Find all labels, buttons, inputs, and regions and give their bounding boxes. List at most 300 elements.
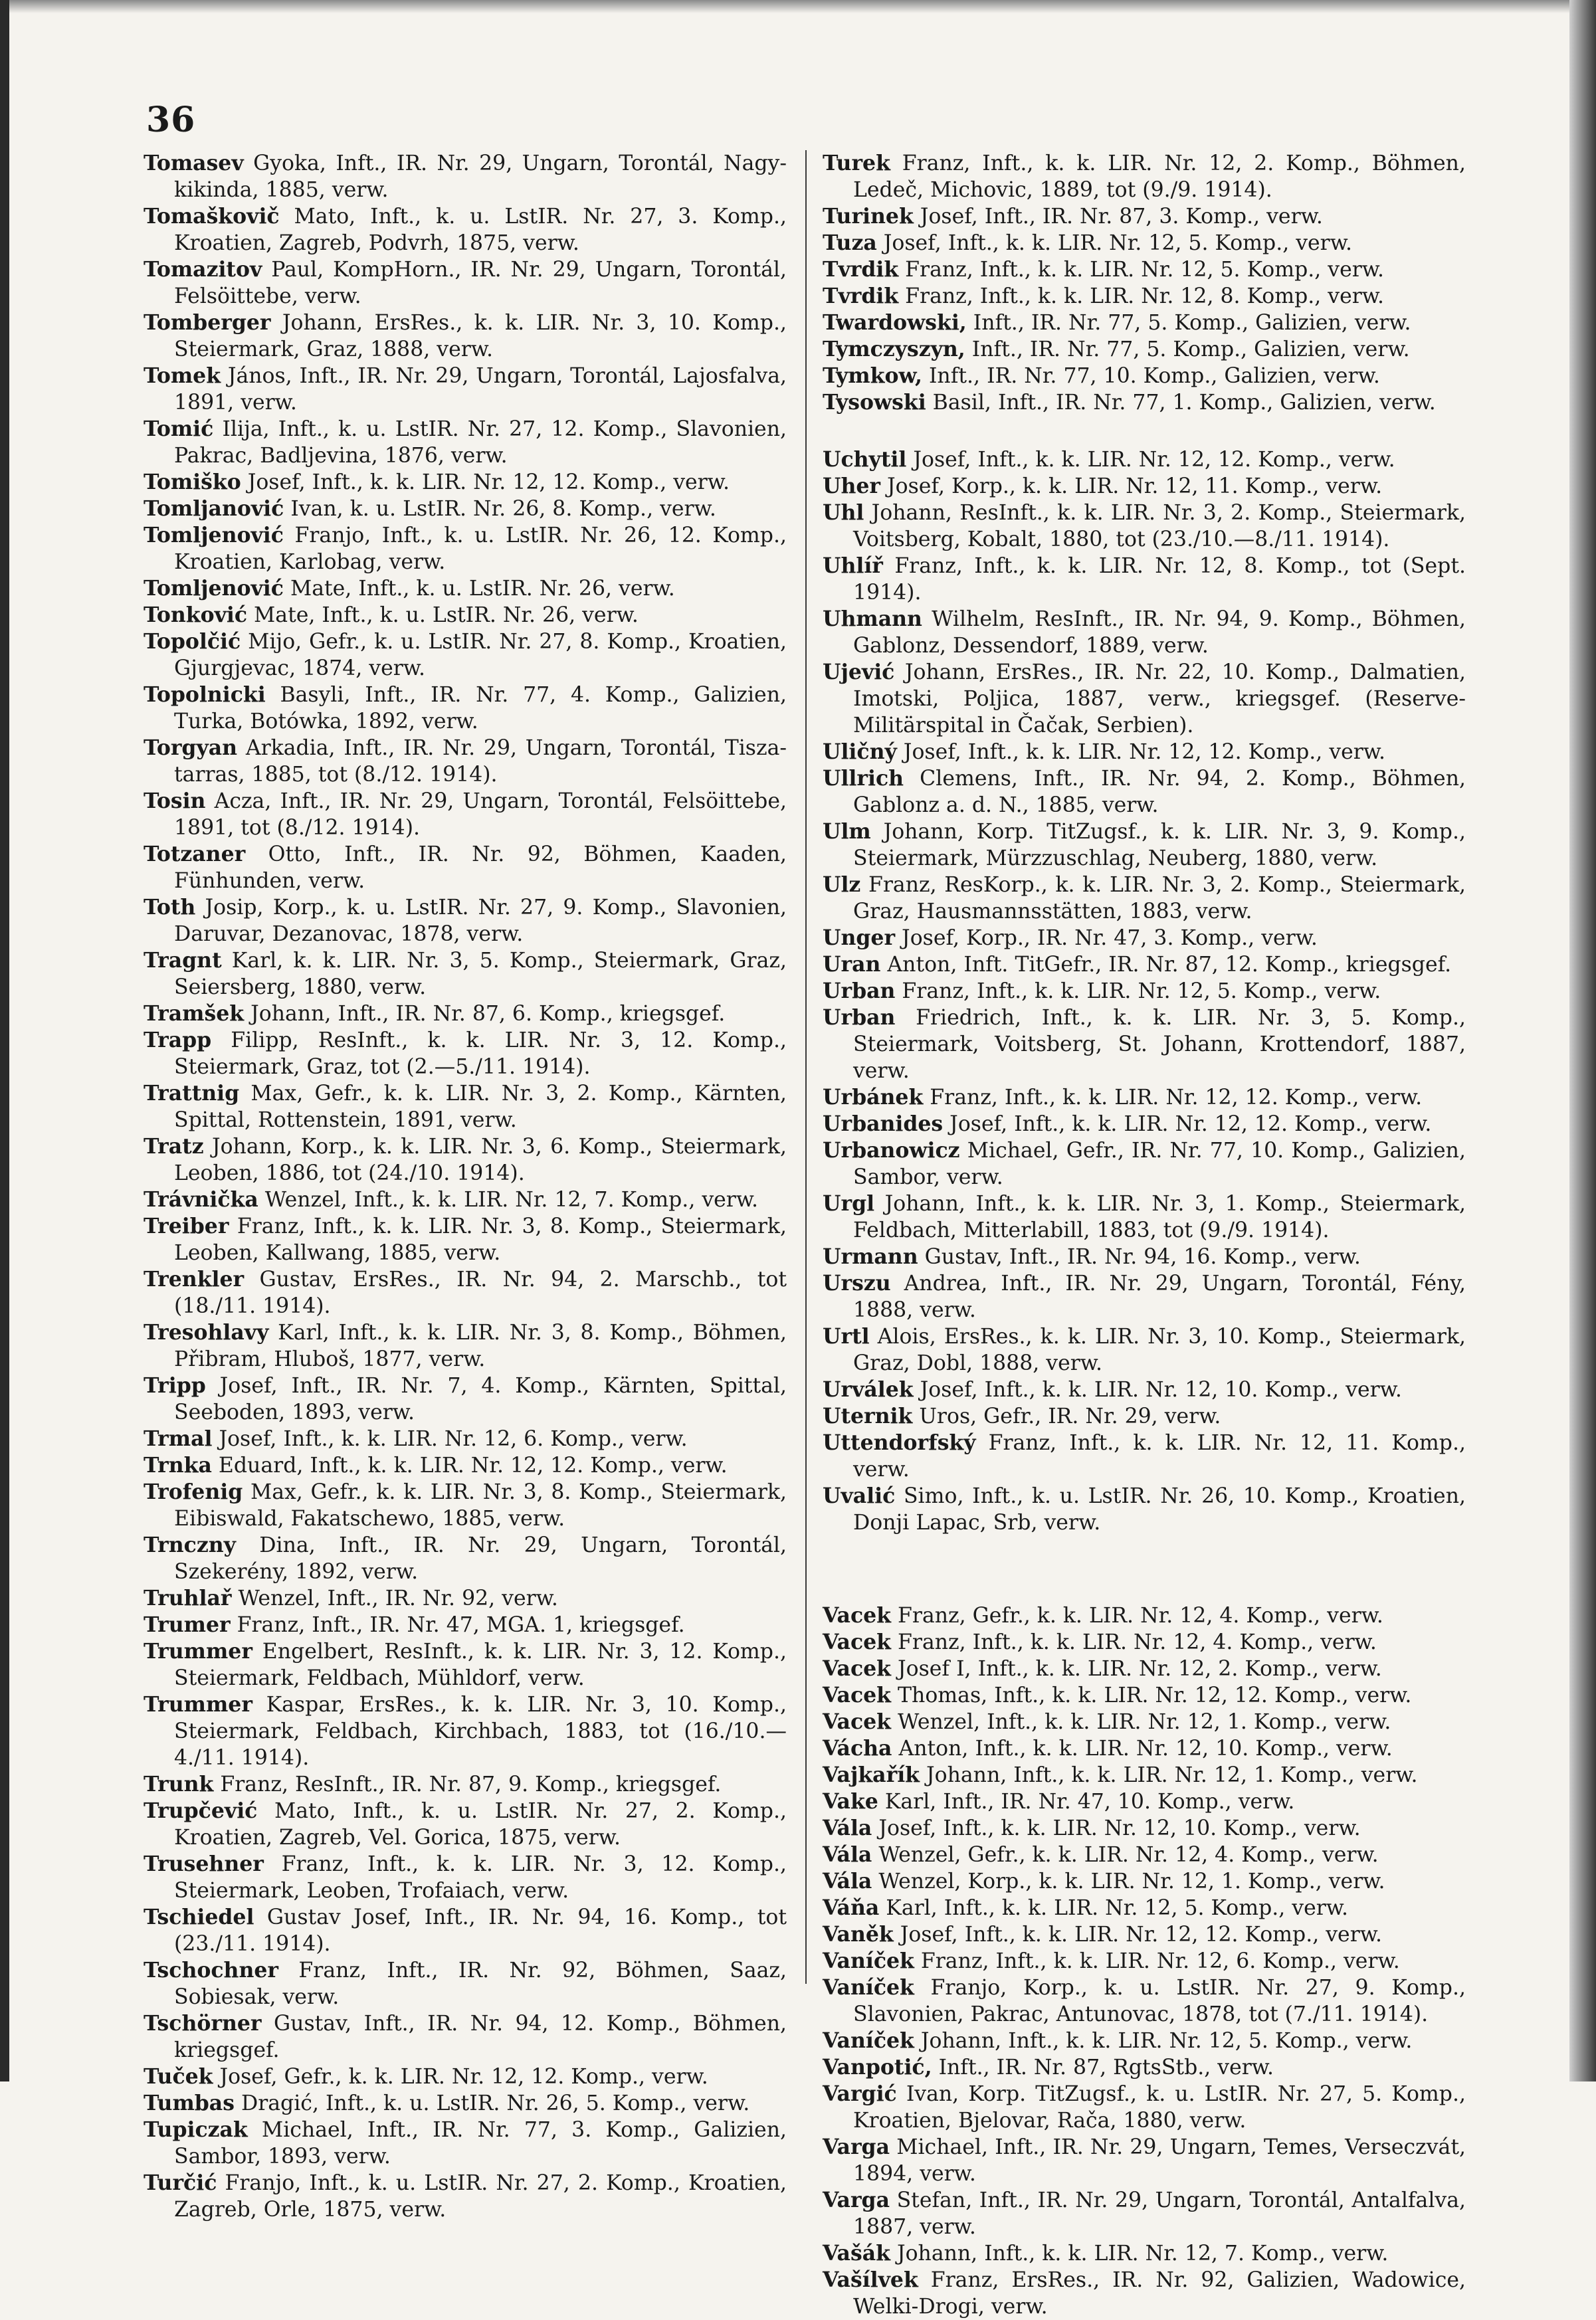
entry-surname: Ulm bbox=[823, 819, 871, 844]
entry-surname: Unger bbox=[823, 925, 896, 950]
entry-details: Franjo, Inft., k. u. LstIR. Nr. 26, 12. Komp., Kroatien, Karlobag, verw. bbox=[174, 524, 787, 574]
list-entry bbox=[144, 1080, 787, 1133]
entry-surname: Tramšek bbox=[144, 1001, 245, 1026]
entry-details: Franz, Inft., k. k. LIR. Nr. 3, 12. Komp., Steiermark, Leoben, Trofaiach, verw. bbox=[174, 1852, 787, 1903]
list-entry bbox=[144, 150, 787, 203]
list-entry bbox=[823, 446, 1466, 473]
list-entry bbox=[823, 2267, 1466, 2320]
list-entry bbox=[144, 602, 787, 628]
entry-surname: Uternik bbox=[823, 1404, 913, 1428]
entry-details: Karl, k. k. LIR. Nr. 3, 5. Komp., Steiermark, Graz, Seiersberg, 1880, verw. bbox=[174, 949, 787, 999]
list-entry bbox=[144, 496, 787, 522]
entry-surname: Uhlíř bbox=[823, 553, 883, 578]
entry-surname: Varga bbox=[823, 2135, 890, 2159]
entry-details: Inft., IR. Nr. 87, RgtsStb., verw. bbox=[932, 2056, 1274, 2079]
entry-details: János, Inft., IR. Nr. 29, Ungarn, Torontál, Lajosfalva, 1891, verw. bbox=[174, 364, 787, 415]
entry-details: Josef, Inft., k. k. LIR. Nr. 12, 12. Komp., verw. bbox=[893, 1923, 1382, 1947]
entry-details: Wenzel, Gefr., k. k. LIR. Nr. 12, 4. Komp., verw. bbox=[872, 1843, 1379, 1867]
entry-details: Franz, Inft., k. k. LIR. Nr. 12, 8. Komp., verw. bbox=[898, 284, 1385, 308]
list-entry bbox=[823, 2240, 1466, 2267]
entry-surname: Tresohlavy bbox=[144, 1320, 269, 1345]
list-entry bbox=[144, 1373, 787, 1426]
entry-surname: Tymkow, bbox=[823, 363, 922, 388]
entry-surname: Uvalić bbox=[823, 1484, 896, 1508]
entry-details: Mato, Inft., k. u. LstIR. Nr. 27, 2. Komp., Kroatien, Zagreb, Vel. Gorica, 1875, verw. bbox=[174, 1799, 787, 1850]
entry-details: Inft., IR. Nr. 77, 10. Komp., Galizien, verw. bbox=[922, 364, 1380, 388]
list-entry bbox=[823, 925, 1466, 951]
list-entry bbox=[823, 230, 1466, 256]
entry-surname: Topolčić bbox=[144, 629, 241, 654]
entry-details: Johann, ErsRes., k. k. LIR. Nr. 3, 10. Komp., Steiermark, Graz, 1888, verw. bbox=[174, 311, 787, 361]
entry-surname: Tomić bbox=[144, 417, 214, 441]
entry-surname: Turčić bbox=[144, 2171, 217, 2195]
entry-details: Franz, Inft., k. k. LIR. Nr. 12, 8. Komp., tot (Sept. 1914). bbox=[853, 554, 1466, 605]
list-entry bbox=[823, 310, 1466, 336]
entry-surname: Ulz bbox=[823, 872, 861, 897]
entry-surname: Tonković bbox=[144, 603, 248, 627]
entry-surname: Trunk bbox=[144, 1772, 214, 1796]
section-t bbox=[823, 150, 1466, 416]
list-entry bbox=[144, 1027, 787, 1080]
entry-surname: Urbanowicz bbox=[823, 1138, 960, 1163]
entry-details: Gyoka, Inft., IR. Nr. 29, Ungarn, Torontál, Nagy-kikinda, 1885, verw. bbox=[174, 151, 787, 202]
entry-details: Wenzel, Korp., k. k. LIR. Nr. 12, 1. Komp., verw. bbox=[872, 1870, 1385, 1893]
entry-details: Franz, Inft., IR. Nr. 92, Böhmen, Saaz, Sobiesak, verw. bbox=[174, 1959, 787, 2009]
list-entry bbox=[823, 553, 1466, 606]
entry-surname: Tschörner bbox=[144, 2011, 262, 2036]
entry-surname: Ujević bbox=[823, 660, 895, 684]
entry-surname: Vacek bbox=[823, 1630, 892, 1654]
list-entry bbox=[823, 283, 1466, 310]
list-entry bbox=[823, 1656, 1466, 1682]
entry-details: Wenzel, Inft., IR. Nr. 92, verw. bbox=[231, 1587, 558, 1610]
entry-surname: Treiber bbox=[144, 1214, 229, 1238]
entry-surname: Twardowski, bbox=[823, 310, 967, 335]
entry-surname: Trmal bbox=[144, 1426, 213, 1451]
entry-surname: Topolnicki bbox=[144, 682, 266, 707]
list-entry bbox=[144, 416, 787, 469]
entry-details: Karl, Inft., k. k. LIR. Nr. 3, 8. Komp., Böhmen, Přibram, Hluboš, 1877, verw. bbox=[174, 1321, 787, 1371]
entry-details: Josef, Inft., k. k. LIR. Nr. 12, 6. Komp., verw. bbox=[212, 1427, 688, 1451]
entry-surname: Trumer bbox=[144, 1612, 231, 1637]
entry-surname: Urbanides bbox=[823, 1112, 944, 1136]
entry-details: Johann, ResInft., k. k. LIR. Nr. 3, 2. Komp., Steiermark, Voitsberg, Kobalt, 1880, tot (23./10.—8./11. 1914). bbox=[853, 501, 1466, 551]
list-entry bbox=[823, 1191, 1466, 1244]
list-entry bbox=[823, 765, 1466, 819]
entry-details: Johann, Korp., k. k. LIR. Nr. 3, 6. Komp., Steiermark, Leoben, 1886, tot (24./10. 1914). bbox=[174, 1135, 787, 1185]
entry-surname: Trupčević bbox=[144, 1798, 258, 1823]
entry-surname: Tvrdik bbox=[823, 284, 899, 308]
list-entry bbox=[823, 606, 1466, 659]
entry-details: Mate, Inft., k. u. LstIR. Nr. 26, verw. bbox=[247, 603, 639, 627]
list-entry bbox=[823, 1921, 1466, 1948]
entry-surname: Tschochner bbox=[144, 1958, 278, 1982]
entry-details: Stefan, Inft., IR. Nr. 29, Ungarn, Torontál, Antalfalva, 1887, verw. bbox=[853, 2188, 1466, 2239]
list-entry bbox=[144, 2064, 787, 2090]
entry-details: Acza, Inft., IR. Nr. 29, Ungarn, Torontál, Felsöittebe, 1891, tot (8./12. 1914). bbox=[174, 789, 787, 840]
entry-surname: Vála bbox=[823, 1869, 872, 1893]
entry-details: Gustav, Inft., IR. Nr. 94, 12. Komp., Böhmen, kriegsgef. bbox=[174, 2012, 787, 2062]
list-entry bbox=[823, 1948, 1466, 1975]
list-entry bbox=[144, 363, 787, 416]
entry-surname: Tomberger bbox=[144, 310, 271, 335]
list-entry bbox=[823, 1735, 1466, 1762]
list-entry bbox=[823, 1682, 1466, 1709]
entry-surname: Tomiško bbox=[144, 470, 241, 494]
entry-surname: Uchytil bbox=[823, 447, 907, 472]
entry-surname: Tomazitov bbox=[144, 257, 262, 282]
entry-surname: Vajkařík bbox=[823, 1763, 920, 1787]
list-entry bbox=[144, 1771, 787, 1798]
entry-details: Josef, Inft., k. k. LIR. Nr. 12, 12. Komp., verw. bbox=[896, 740, 1386, 764]
entry-surname: Uličný bbox=[823, 739, 897, 764]
entry-surname: Truhlař bbox=[144, 1586, 232, 1610]
list-entry bbox=[823, 1762, 1466, 1788]
entry-surname: Urbánek bbox=[823, 1085, 924, 1110]
entry-surname: Tymczyszyn, bbox=[823, 337, 965, 361]
section-gap bbox=[823, 1536, 1466, 1602]
entry-details: Alois, ErsRes., k. k. LIR. Nr. 3, 10. Komp., Steiermark, Graz, Dobl, 1888, verw. bbox=[853, 1325, 1466, 1375]
entry-details: Franz, ResKorp., k. k. LIR. Nr. 3, 2. Komp., Steiermark, Graz, Hausmannsstätten, 1883, verw. bbox=[853, 873, 1466, 923]
entry-details: Paul, KompHorn., IR. Nr. 29, Ungarn, Torontál, Felsöittebe, verw. bbox=[174, 258, 787, 308]
column-divider bbox=[805, 150, 807, 1984]
entry-surname: Vašák bbox=[823, 2241, 890, 2266]
entry-surname: Vaníček bbox=[823, 2028, 914, 2053]
list-entry bbox=[823, 1244, 1466, 1270]
entry-details: Franz, Inft., k. k. LIR. Nr. 12, 6. Komp., verw. bbox=[914, 1949, 1400, 1973]
list-entry bbox=[144, 894, 787, 947]
entry-details: Josef, Korp., k. k. LIR. Nr. 12, 11. Komp., verw. bbox=[880, 474, 1383, 498]
entry-surname: Uttendorfský bbox=[823, 1430, 976, 1455]
list-entry bbox=[144, 1957, 787, 2010]
list-entry bbox=[144, 1612, 787, 1638]
entry-surname: Trenkler bbox=[144, 1267, 245, 1292]
entry-surname: Trofenig bbox=[144, 1480, 243, 1504]
entry-surname: Vála bbox=[823, 1842, 872, 1867]
list-entry bbox=[823, 1895, 1466, 1921]
section-gap bbox=[823, 416, 1466, 446]
entry-details: Simo, Inft., k. u. LstIR. Nr. 26, 10. Komp., Kroatien, Donji Lapac, Srb, verw. bbox=[853, 1484, 1466, 1535]
entry-details: Dragić, Inft., k. u. LstIR. Nr. 26, 5. Komp., verw. bbox=[234, 2091, 750, 2115]
entry-surname: Urválek bbox=[823, 1377, 914, 1402]
list-entry bbox=[823, 819, 1466, 872]
entry-surname: Turek bbox=[823, 151, 890, 175]
entry-details: Uros, Gefr., IR. Nr. 29, verw. bbox=[912, 1404, 1221, 1428]
list-entry bbox=[823, 1788, 1466, 1815]
entry-surname: Vála bbox=[823, 1816, 872, 1840]
list-entry bbox=[823, 978, 1466, 1005]
entry-surname: Vaníček bbox=[823, 1975, 914, 2000]
entry-surname: Tvrdik bbox=[823, 257, 899, 282]
entry-details: Michael, Gefr., IR. Nr. 77, 10. Komp., Galizien, Sambor, verw. bbox=[853, 1139, 1466, 1189]
list-entry bbox=[823, 1084, 1466, 1111]
right-column bbox=[823, 150, 1466, 2320]
entry-details: Mate, Inft., k. u. LstIR. Nr. 26, verw. bbox=[283, 577, 675, 601]
list-entry bbox=[823, 659, 1466, 739]
entry-surname: Tomljanović bbox=[144, 496, 284, 521]
entry-surname: Tratz bbox=[144, 1134, 204, 1159]
entry-details: Ilija, Inft., k. u. LstIR. Nr. 27, 12. Komp., Slavonien, Pakrac, Badljevina, 1876, verw. bbox=[174, 417, 787, 468]
list-entry bbox=[823, 872, 1466, 925]
entry-details: Johann, Inft., k. k. LIR. Nr. 12, 1. Komp., verw. bbox=[919, 1763, 1418, 1787]
entry-surname: Uhl bbox=[823, 500, 864, 525]
entry-surname: Tschiedel bbox=[144, 1905, 254, 1929]
entry-surname: Trnczny bbox=[144, 1533, 236, 1557]
entry-details: Gustav Josef, Inft., IR. Nr. 94, 16. Komp., tot (23./11. 1914). bbox=[174, 1905, 787, 1956]
entry-details: Franz, Inft., k. k. LIR. Nr. 12, 5. Komp., verw. bbox=[898, 258, 1385, 282]
list-entry bbox=[144, 1638, 787, 1692]
entry-surname: Tuček bbox=[144, 2064, 213, 2089]
entry-surname: Tragnt bbox=[144, 948, 222, 973]
list-entry bbox=[144, 1001, 787, 1027]
list-entry bbox=[144, 310, 787, 363]
entry-details: Clemens, Inft., IR. Nr. 94, 2. Komp., Böhmen, Gablonz a. d. N., 1885, verw. bbox=[853, 767, 1466, 817]
list-entry bbox=[823, 1137, 1466, 1191]
entry-surname: Tosin bbox=[144, 789, 206, 813]
list-entry bbox=[144, 1532, 787, 1585]
list-entry bbox=[823, 1430, 1466, 1483]
list-entry bbox=[144, 203, 787, 256]
list-entry bbox=[823, 1868, 1466, 1895]
entry-details: Franz, ResInft., IR. Nr. 87, 9. Komp., kriegsgef. bbox=[213, 1773, 722, 1796]
list-entry bbox=[823, 1975, 1466, 2028]
list-entry bbox=[823, 2081, 1466, 2134]
entry-details: Josef I, Inft., k. k. LIR. Nr. 12, 2. Komp., verw. bbox=[891, 1657, 1382, 1681]
entry-details: Franz, Inft., k. k. LIR. Nr. 3, 8. Komp., Steiermark, Leoben, Kallwang, 1885, verw. bbox=[174, 1214, 787, 1265]
entry-details: Kaspar, ErsRes., k. k. LIR. Nr. 3, 10. Komp., Steiermark, Feldbach, Kirchbach, 1883, tot (16./10.—4./11. 1914). bbox=[174, 1693, 787, 1770]
entry-details: Wenzel, Inft., k. k. LIR. Nr. 12, 7. Komp., verw. bbox=[258, 1188, 759, 1212]
list-entry bbox=[823, 150, 1466, 203]
list-entry bbox=[144, 522, 787, 575]
entry-details: Mijo, Gefr., k. u. LstIR. Nr. 27, 8. Komp., Kroatien, Gjurgjevac, 1874, verw. bbox=[174, 630, 787, 680]
entry-details: Franjo, Inft., k. u. LstIR. Nr. 27, 2. Komp., Kroatien, Zagreb, Orle, 1875, verw. bbox=[174, 2171, 787, 2222]
list-entry bbox=[823, 2054, 1466, 2081]
entry-details: Josef, Korp., IR. Nr. 47, 3. Komp., verw. bbox=[895, 926, 1318, 950]
list-entry bbox=[144, 735, 787, 788]
list-entry bbox=[144, 2117, 787, 2170]
list-entry bbox=[144, 575, 787, 602]
list-entry bbox=[144, 1585, 787, 1612]
section-u bbox=[823, 446, 1466, 1536]
list-entry bbox=[823, 1323, 1466, 1377]
entry-surname: Vácha bbox=[823, 1736, 892, 1761]
list-entry bbox=[823, 1403, 1466, 1430]
left-column bbox=[144, 150, 787, 2223]
entry-details: Inft., IR. Nr. 77, 5. Komp., Galizien, verw. bbox=[965, 338, 1410, 361]
list-entry bbox=[823, 1377, 1466, 1403]
list-entry bbox=[144, 2010, 787, 2064]
entry-surname: Tomek bbox=[144, 363, 221, 388]
list-entry bbox=[823, 1270, 1466, 1323]
entry-details: Josef, Inft., k. k. LIR. Nr. 12, 10. Komp., verw. bbox=[913, 1378, 1402, 1402]
list-entry bbox=[144, 256, 787, 310]
entry-surname: Urtl bbox=[823, 1324, 870, 1349]
entry-details: Johann, Inft., IR. Nr. 87, 6. Komp., kriegsgef. bbox=[244, 1002, 726, 1026]
list-entry bbox=[823, 389, 1466, 416]
entry-details: Josip, Korp., k. u. LstIR. Nr. 27, 9. Komp., Slavonien, Daruvar, Dezanovac, 1878, verw. bbox=[174, 896, 787, 946]
entry-details: Johann, Inft., k. k. LIR. Nr. 3, 1. Komp., Steiermark, Feldbach, Mitterlabill, 1883, tot (9./9. 1914). bbox=[853, 1192, 1466, 1242]
entry-details: Johann, Inft., k. k. LIR. Nr. 12, 5. Komp., verw. bbox=[914, 2029, 1413, 2053]
list-entry bbox=[823, 951, 1466, 978]
scan-edge-left bbox=[0, 0, 9, 2081]
entry-surname: Varga bbox=[823, 2188, 890, 2212]
entry-surname: Trummer bbox=[144, 1692, 252, 1717]
entry-surname: Trusehner bbox=[144, 1852, 264, 1876]
entry-surname: Vargić bbox=[823, 2081, 897, 2106]
list-entry bbox=[823, 1842, 1466, 1868]
entry-details: Otto, Inft., IR. Nr. 92, Böhmen, Kaaden, Fünhunden, verw. bbox=[174, 842, 787, 893]
entry-details: Josef, Inft., IR. Nr. 87, 3. Komp., verw. bbox=[913, 205, 1323, 229]
entry-surname: Vacek bbox=[823, 1656, 892, 1681]
entry-details: Basyli, Inft., IR. Nr. 77, 4. Komp., Galizien, Turka, Botówka, 1892, verw. bbox=[174, 683, 787, 733]
list-entry bbox=[823, 1629, 1466, 1656]
entry-surname: Trattnig bbox=[144, 1081, 240, 1106]
list-entry bbox=[144, 1319, 787, 1373]
list-entry bbox=[144, 1798, 787, 1851]
list-entry bbox=[823, 1483, 1466, 1536]
entry-details: Michael, Inft., IR. Nr. 77, 3. Komp., Galizien, Sambor, 1893, verw. bbox=[174, 2118, 787, 2169]
entry-surname: Vacek bbox=[823, 1603, 892, 1628]
entry-details: Franz, Inft., k. k. LIR. Nr. 12, 2. Komp., Böhmen, Ledeč, Michovic, 1889, tot (9./9. 1914). bbox=[853, 151, 1466, 202]
entry-surname: Tomljenović bbox=[144, 523, 284, 547]
entry-details: Michael, Inft., IR. Nr. 29, Ungarn, Temes, Verseczvát, 1894, verw. bbox=[853, 2135, 1466, 2186]
list-entry bbox=[823, 336, 1466, 363]
entry-details: Friedrich, Inft., k. k. LIR. Nr. 3, 5. Komp., Steiermark, Voitsberg, St. Johann, Krottendorf, 1887, verw. bbox=[853, 1006, 1466, 1083]
entry-surname: Tomaškovič bbox=[144, 204, 280, 229]
entry-surname: Vašílvek bbox=[823, 2268, 918, 2292]
entry-details: Mato, Inft., k. u. LstIR. Nr. 27, 3. Komp., Kroatien, Zagreb, Podvrh, 1875, verw. bbox=[174, 205, 787, 255]
entry-surname: Tysowski bbox=[823, 390, 926, 415]
list-entry bbox=[144, 947, 787, 1001]
entry-details: Basil, Inft., IR. Nr. 77, 1. Komp., Galizien, verw. bbox=[926, 391, 1436, 415]
scan-edge-top bbox=[0, 0, 1596, 13]
list-entry bbox=[823, 1815, 1466, 1842]
scan-edge-right bbox=[1569, 0, 1596, 2081]
page-number: 36 bbox=[146, 100, 196, 140]
list-entry bbox=[144, 628, 787, 682]
entry-details: Josef, Inft., k. k. LIR. Nr. 12, 5. Komp., verw. bbox=[876, 231, 1352, 255]
list-entry bbox=[823, 1709, 1466, 1735]
entry-details: Johann, Korp. TitZugsf., k. k. LIR. Nr. 3, 9. Komp., Steiermark, Mürzzuschlag, Neuberg, 1880, verw. bbox=[853, 820, 1466, 870]
list-entry bbox=[823, 1111, 1466, 1137]
entry-details: Engelbert, ResInft., k. k. LIR. Nr. 3, 12. Komp., Steiermark, Feldbach, Mühldorf, verw. bbox=[174, 1640, 787, 1690]
list-entry bbox=[144, 1133, 787, 1187]
list-entry bbox=[144, 2170, 787, 2223]
entry-details: Wilhelm, ResInft., IR. Nr. 94, 9. Komp., Böhmen, Gablonz, Dessendorf, 1889, verw. bbox=[853, 607, 1466, 658]
list-entry bbox=[144, 1479, 787, 1532]
entry-details: Franz, Inft., k. k. LIR. Nr. 12, 11. Komp., verw. bbox=[853, 1431, 1466, 1482]
list-entry bbox=[144, 788, 787, 841]
entry-details: Josef, Inft., IR. Nr. 7, 4. Komp., Kärnten, Spittal, Seeboden, 1893, verw. bbox=[174, 1374, 787, 1424]
list-entry bbox=[144, 1426, 787, 1452]
entry-details: Gustav, Inft., IR. Nr. 94, 16. Komp., verw. bbox=[918, 1245, 1361, 1269]
entry-surname: Urmann bbox=[823, 1244, 918, 1269]
list-entry bbox=[823, 363, 1466, 389]
list-entry bbox=[823, 2028, 1466, 2054]
entry-surname: Vaněk bbox=[823, 1922, 894, 1947]
entry-details: Johann, Inft., k. k. LIR. Nr. 12, 7. Komp., verw. bbox=[890, 2242, 1389, 2266]
entry-details: Andrea, Inft., IR. Nr. 29, Ungarn, Torontál, Fény, 1888, verw. bbox=[853, 1272, 1466, 1322]
entry-surname: Urgl bbox=[823, 1191, 875, 1216]
entry-surname: Uher bbox=[823, 474, 881, 498]
entry-surname: Tomljenović bbox=[144, 576, 284, 601]
entry-details: Franz, Inft., k. k. LIR. Nr. 12, 5. Komp., verw. bbox=[895, 979, 1381, 1003]
entry-surname: Urban bbox=[823, 1005, 896, 1030]
entry-surname: Tuza bbox=[823, 231, 877, 255]
entry-surname: Urban bbox=[823, 979, 896, 1003]
entry-details: Max, Gefr., k. k. LIR. Nr. 3, 2. Komp., Kärnten, Spittal, Rottenstein, 1891, verw. bbox=[174, 1082, 787, 1132]
list-entry bbox=[823, 739, 1466, 765]
entry-surname: Trummer bbox=[144, 1639, 252, 1664]
entry-surname: Vake bbox=[823, 1789, 878, 1814]
entry-surname: Vacek bbox=[823, 1709, 892, 1734]
list-entry bbox=[823, 2187, 1466, 2240]
list-entry bbox=[823, 1602, 1466, 1629]
entry-details: Filipp, ResInft., k. k. LIR. Nr. 3, 12. Komp., Steiermark, Graz, tot (2.—5./11. 1914). bbox=[174, 1028, 787, 1079]
entry-surname: Tripp bbox=[144, 1373, 206, 1398]
entry-details: Arkadia, Inft., IR. Nr. 29, Ungarn, Torontál, Tisza-tarras, 1885, tot (8./12. 1914). bbox=[174, 736, 787, 787]
entry-surname: Vaníček bbox=[823, 1949, 914, 1973]
entry-details: Franz, Gefr., k. k. LIR. Nr. 12, 4. Komp., verw. bbox=[891, 1604, 1383, 1628]
entry-details: Josef, Inft., k. k. LIR. Nr. 12, 12. Komp., verw. bbox=[906, 448, 1395, 472]
entry-surname: Uran bbox=[823, 952, 881, 977]
entry-details: Franz, Inft., k. k. LIR. Nr. 12, 4. Komp., verw. bbox=[891, 1630, 1377, 1654]
entry-details: Franz, Inft., IR. Nr. 47, MGA. 1, kriegsgef. bbox=[230, 1613, 685, 1637]
entry-details: Josef, Inft., k. k. LIR. Nr. 12, 12. Komp., verw. bbox=[241, 470, 730, 494]
entry-surname: Tomasev bbox=[144, 151, 244, 175]
entry-details: Karl, Inft., k. k. LIR. Nr. 12, 5. Komp., verw. bbox=[879, 1896, 1349, 1920]
entry-details: Dina, Inft., IR. Nr. 29, Ungarn, Torontál, Szekerény, 1892, verw. bbox=[174, 1533, 787, 1584]
list-entry bbox=[823, 1005, 1466, 1084]
entry-surname: Tumbas bbox=[144, 2091, 235, 2115]
list-entry bbox=[144, 682, 787, 735]
entry-surname: Tupiczak bbox=[144, 2117, 248, 2142]
entry-details: Ivan, Korp. TitZugsf., k. u. LstIR. Nr. 27, 5. Komp., Kroatien, Bjelovar, Rača, 1880, verw. bbox=[853, 2082, 1466, 2133]
entry-surname: Toth bbox=[144, 895, 196, 919]
entry-details: Johann, ErsRes., IR. Nr. 22, 10. Komp., Dalmatien, Imotski, Poljica, 1887, verw., kriegsgef. (Reserve-Militärspital in Čačak, Serbien). bbox=[853, 660, 1466, 737]
list-entry bbox=[144, 841, 787, 894]
list-entry bbox=[144, 1904, 787, 1957]
entry-details: Franz, ErsRes., IR. Nr. 92, Galizien, Wadowice, Welki-Drogi, verw. bbox=[853, 2268, 1466, 2319]
entry-surname: Trnka bbox=[144, 1453, 212, 1478]
entry-surname: Turinek bbox=[823, 204, 914, 229]
list-entry bbox=[144, 1692, 787, 1771]
entry-details: Ivan, k. u. LstIR. Nr. 26, 8. Komp., verw. bbox=[284, 497, 716, 521]
entry-details: Karl, Inft., IR. Nr. 47, 10. Komp., verw. bbox=[878, 1790, 1295, 1814]
list-entry bbox=[144, 1851, 787, 1904]
list-entry bbox=[144, 1187, 787, 1213]
entry-details: Thomas, Inft., k. k. LIR. Nr. 12, 12. Komp., verw. bbox=[891, 1684, 1412, 1707]
entry-details: Franjo, Korp., k. u. LstIR. Nr. 27, 9. Komp., Slavonien, Pakrac, Antunovac, 1878, tot (7./11. 1914). bbox=[853, 1976, 1466, 2026]
list-entry bbox=[823, 500, 1466, 553]
entry-details: Wenzel, Inft., k. k. LIR. Nr. 12, 1. Komp., verw. bbox=[891, 1710, 1391, 1734]
list-entry bbox=[823, 203, 1466, 230]
entry-surname: Urszu bbox=[823, 1271, 891, 1296]
entry-surname: Vanpotić, bbox=[823, 2055, 932, 2079]
entry-details: Inft., IR. Nr. 77, 5. Komp., Galizien, verw. bbox=[966, 311, 1411, 335]
list-entry bbox=[144, 1452, 787, 1479]
list-entry bbox=[823, 473, 1466, 500]
list-entry bbox=[144, 2090, 787, 2117]
list-entry bbox=[823, 2134, 1466, 2187]
entry-details: Josef, Inft., k. k. LIR. Nr. 12, 12. Komp., verw. bbox=[943, 1112, 1432, 1136]
section-v bbox=[823, 1602, 1466, 2320]
entry-details: Eduard, Inft., k. k. LIR. Nr. 12, 12. Komp., verw. bbox=[211, 1454, 728, 1478]
entry-details: Gustav, ErsRes., IR. Nr. 94, 2. Marschb., tot (18./11. 1914). bbox=[174, 1268, 787, 1318]
entry-details: Max, Gefr., k. k. LIR. Nr. 3, 8. Komp., Steiermark, Eibiswald, Fakatschewo, 1885, verw. bbox=[174, 1480, 787, 1531]
entry-surname: Uhmann bbox=[823, 607, 922, 631]
list-entry bbox=[144, 1266, 787, 1319]
